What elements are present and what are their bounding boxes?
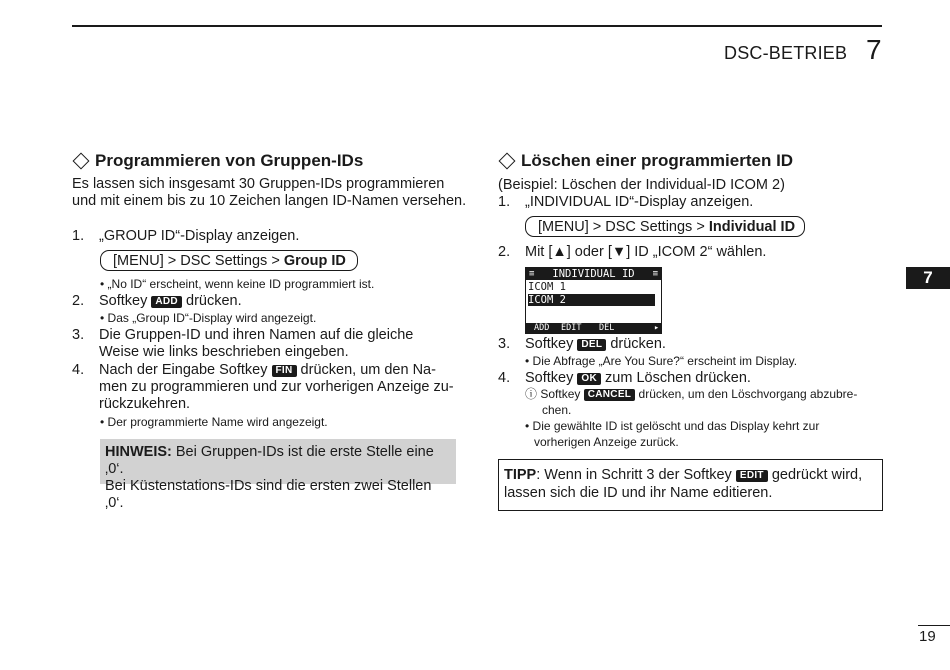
page-number-rule xyxy=(918,625,950,626)
right-heading: Löschen einer programmierten ID xyxy=(498,151,793,171)
section-title: DSC-BETRIEB xyxy=(724,43,848,63)
fin-softkey-icon: FIN xyxy=(272,365,297,377)
del-softkey-icon: DEL xyxy=(577,339,606,351)
right-menu-path: [MENU] > DSC Settings > Individual ID xyxy=(525,216,805,237)
left-note-group-display: • Das „Group ID“-Display wird angezeigt. xyxy=(100,311,317,325)
right-example: (Beispiel: Löschen der Individual-ID ICOM 2) xyxy=(498,177,785,193)
right-note-cancel-cont: chen. xyxy=(542,403,572,417)
left-step-1: 1. „GROUP ID“-Display anzeigen. xyxy=(72,228,300,244)
right-step-4: 4. Softkey OK zum Löschen drücken. xyxy=(498,370,751,386)
lcd-arrow-icon: ▸ xyxy=(654,323,660,333)
left-step-4: 4. Nach der Eingabe Softkey FIN drücken, um den Na- men zu programmieren und zur vorherigen Anzeige zu- rückzukehren. xyxy=(72,362,454,412)
edit-softkey-icon: EDIT xyxy=(736,470,768,482)
right-note-deleted-2: vorherigen Anzeige zurück. xyxy=(534,435,679,449)
lcd-menu-icon: ≡ xyxy=(652,269,658,279)
lcd-menu-icon: ≡ xyxy=(529,269,535,279)
chapter-number: 7 xyxy=(866,34,882,65)
diamond-icon xyxy=(73,153,90,170)
diamond-icon xyxy=(499,153,516,170)
right-step-3: 3. Softkey DEL drücken. xyxy=(498,336,666,352)
hinweis-box: HINWEIS: Bei Gruppen-IDs ist die erste Stelle eine ‚0‘. Bei Küstenstations-IDs sind die ersten zwei Stellen ‚0‘. xyxy=(100,439,456,484)
lcd-softkey: DEL xyxy=(599,323,615,333)
right-note-cancel: ⓘ Softkey CANCEL drücken, um den Löschvorgang abzubre- xyxy=(525,387,858,401)
right-note-deleted-1: • Die gewählte ID ist gelöscht und das Display kehrt zur xyxy=(525,419,820,433)
lcd-softkey: ADD xyxy=(534,323,550,333)
right-note-are-you-sure: • Die Abfrage „Are You Sure?“ erscheint im Display. xyxy=(525,354,798,368)
add-softkey-icon: ADD xyxy=(151,296,182,308)
info-icon: ⓘ xyxy=(525,387,538,401)
right-step-1: 1. „INDIVIDUAL ID“-Display anzeigen. xyxy=(498,194,754,210)
left-step-3: 3. Die Gruppen-ID und ihren Namen auf die gleiche Weise wie links beschrieben eingeben. xyxy=(72,327,414,360)
lcd-softkey: EDIT xyxy=(561,323,582,333)
page-number: 19 xyxy=(919,628,936,645)
cancel-softkey-icon: CANCEL xyxy=(584,389,635,401)
lcd-softkey-bar xyxy=(526,323,661,333)
left-menu-path: [MENU] > DSC Settings > Group ID xyxy=(100,250,358,271)
header-rule xyxy=(72,25,882,27)
chapter-tab[interactable]: 7 xyxy=(906,267,950,289)
left-heading: Programmieren von Gruppen-IDs xyxy=(72,151,363,171)
left-step-2: 2. Softkey ADD drücken. xyxy=(72,293,242,309)
right-step-2: 2. Mit [▲] oder [▼] ID „ICOM 2“ wählen. xyxy=(498,244,767,260)
left-note-name-shown: • Der programmierte Name wird angezeigt. xyxy=(100,415,328,429)
left-note-no-id: • „No ID“ erscheint, wenn keine ID programmiert ist. xyxy=(100,277,375,291)
lcd-title-bar: ≡ INDIVIDUAL ID ≡ xyxy=(526,268,661,280)
lcd-screen xyxy=(525,267,662,334)
lcd-row: ICOM 1 xyxy=(528,281,566,293)
lcd-row-selected: ICOM 2 xyxy=(528,294,655,306)
left-intro: Es lassen sich insgesamt 30 Gruppen-IDs programmieren und mit einem bis zu 10 Zeichen langen ID-Namen versehen. xyxy=(72,176,467,209)
ok-softkey-icon: OK xyxy=(577,373,601,385)
tipp-box: TIPP: Wenn in Schritt 3 der Softkey EDIT gedrückt wird, lassen sich die ID und ihr Name editieren. xyxy=(498,459,883,511)
